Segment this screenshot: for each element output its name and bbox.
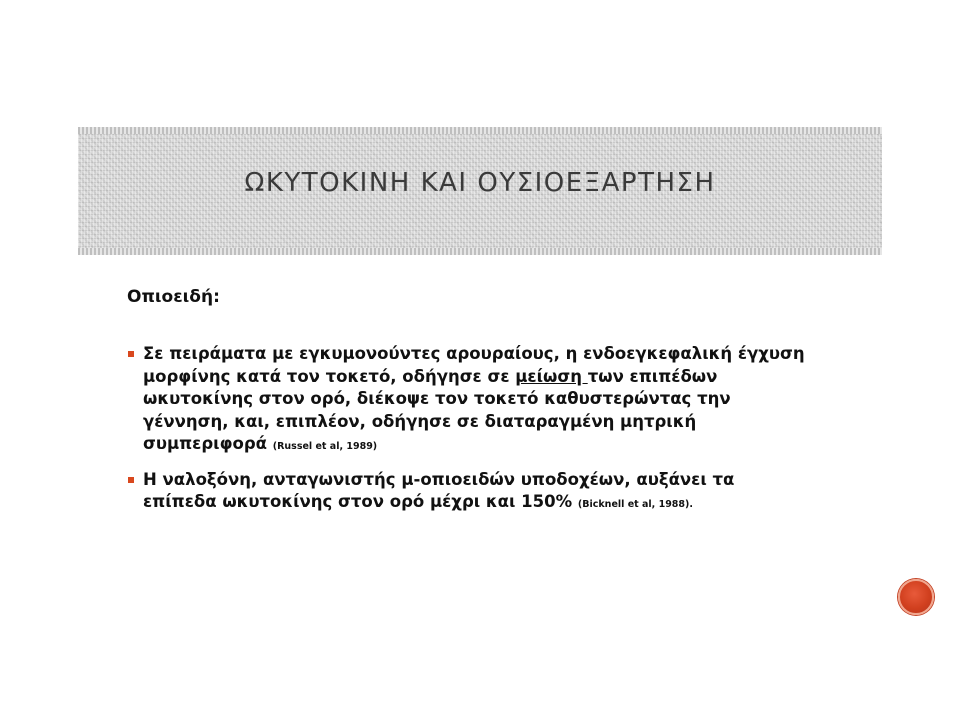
bullet-list (127, 343, 807, 517)
bullet-text: Σε πειράματα με εγκυμονούντες αρουραίους, η ενδοεγκεφαλική έγχυση μορφίνης κατά τον τοκετό, οδήγησε σε (143, 344, 805, 386)
square-bullet-icon (128, 477, 134, 483)
circle-nav-icon[interactable] (898, 579, 934, 615)
citation-trailing: . (689, 499, 693, 510)
bullet-item (127, 469, 807, 517)
square-bullet-icon (128, 351, 134, 357)
section-heading: Οπιοειδή: (127, 287, 220, 307)
citation: (Russel et al, 1989) (272, 441, 378, 452)
underlined-text: μείωση (515, 366, 588, 386)
slide-title: ΩΚΥΤΟΚΙΝΗ ΚΑΙ ΟΥΣΙΟΕΞΑΡΤΗΣΗ (244, 168, 716, 198)
bullet-text: Η ναλοξόνη, ανταγωνιστής μ-οπιοειδών υποδοχέων, αυξάνει τα επίπεδα ωκυτοκίνης στον ορό μέχρι και 150% (143, 469, 735, 511)
bullet-text-continued: των επιπέδων ωκυτοκίνης στον ορό, διέκοψε τον τοκετό καθυστερώντας την γέννηση, και, επιπλέον, οδήγησε σε διαταραγμένη μητρική συμπεριφορά (143, 366, 731, 453)
slide-content (127, 287, 807, 527)
bullet-item (127, 343, 807, 459)
citation: (Bicknell et al, 1988) (577, 499, 690, 510)
